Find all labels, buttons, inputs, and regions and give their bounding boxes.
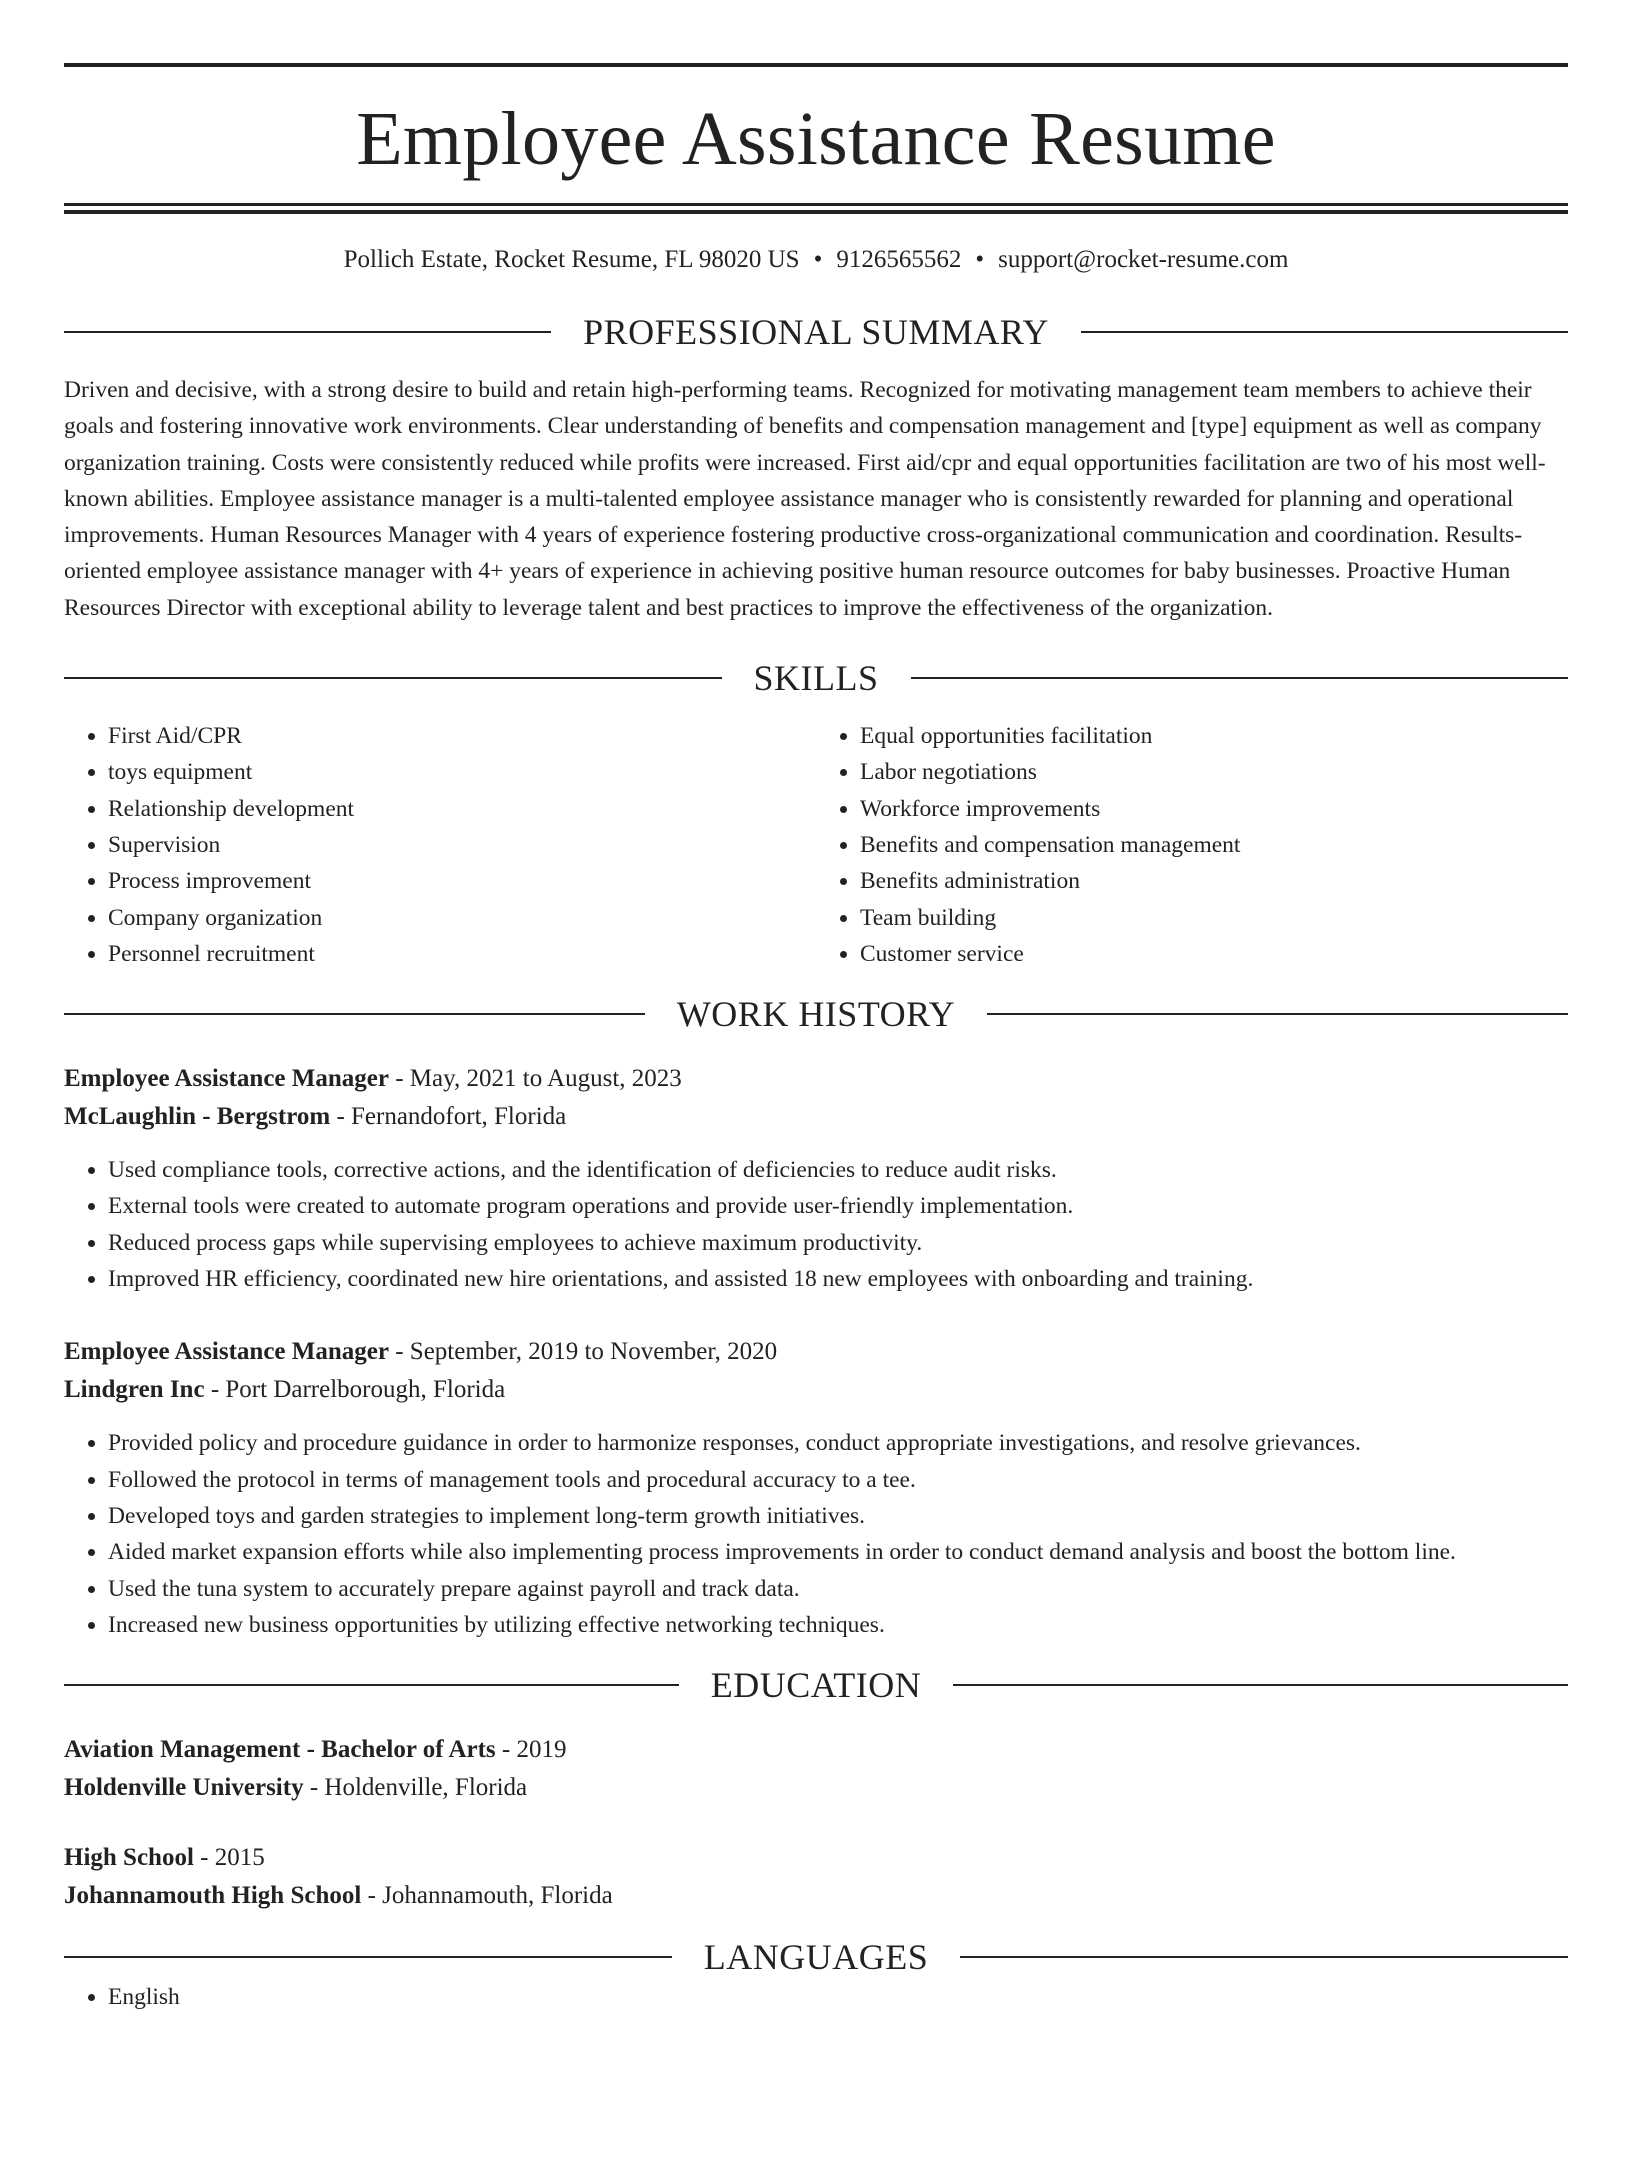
job-bullet: • Reduced process gaps while supervising employees to achieve maximum productivity.: [108, 1225, 1568, 1261]
skill-item: • Company organization: [108, 900, 816, 936]
skill-item: • Labor negotiations: [860, 754, 1568, 790]
skill-item: • Relationship development: [108, 791, 816, 827]
job-company: McLaughlin - Bergstrom: [64, 1103, 331, 1131]
skills-column-left: [64, 718, 816, 972]
job-company-line: [64, 1098, 1568, 1136]
education-school: Holdenville University: [64, 1774, 304, 1802]
job-bullet: • External tools were created to automate program operations and provide user-friendly implementation.: [108, 1188, 1568, 1224]
job-bullet: • Used the tuna system to accurately prepare against payroll and track data.: [108, 1571, 1568, 1607]
job-company-line: [64, 1371, 1568, 1409]
job-title: Employee Assistance Manager: [64, 1065, 389, 1093]
section-title: LANGUAGES: [703, 1937, 929, 1978]
job-location: - Fernandofort, Florida: [330, 1103, 567, 1131]
summary-text: Driven and decisive, with a strong desire to build and retain high-performing teams. Recognized for motivating management team members to achieve their goals and fostering innovative work environments. Clear understanding of benefits and compensation management and [type] equipment as well as company organization training. Costs were consistently reduced while profits were increased. First aid/cpr and equal opportunities facilitation are two of his most well-known abilities. Employee assistance manager is a multi-talented employee assistance manager who is consistently rewarded for planning and operational improvements. Human Resources Manager with 4 years of experience fostering productive cross-organizational communication and coordination. Results-oriented employee assistance manager with 4+ years of experience in achieving positive human resource outcomes for baby businesses. Proactive Human Resources Director with exceptional ability to leverage talent and best practices to improve the effectiveness of the organization.: [64, 377, 1546, 621]
double-rule: [64, 203, 1568, 214]
job-company: Lindgren Inc: [64, 1376, 205, 1404]
job-title: Employee Assistance Manager: [64, 1338, 389, 1366]
job-dates: - September, 2019 to November, 2020: [388, 1338, 778, 1366]
job-bullet: • Increased new business opportunities by utilizing effective networking techniques.: [108, 1607, 1568, 1643]
section-heading-skills: [64, 656, 1568, 700]
section-title: PROFESSIONAL SUMMARY: [583, 312, 1049, 352]
heading-rule: [64, 1684, 679, 1686]
skill-item: • Personnel recruitment: [108, 936, 816, 972]
job-bullet: • Developed toys and garden strategies to implement long-term growth initiatives.: [108, 1498, 1568, 1534]
contact-separator: •: [975, 246, 985, 273]
skill-item: • Customer service: [860, 936, 1568, 972]
skill-item: • Team building: [860, 900, 1568, 936]
skill-item: • Equal opportunities facilitation: [860, 718, 1568, 754]
job-entry: [64, 1060, 1568, 1297]
education-year: - 2019: [495, 1736, 567, 1764]
resume-title: Employee Assistance Resume: [356, 97, 1276, 181]
contact-line: [64, 244, 1568, 276]
heading-rule: [953, 1684, 1568, 1686]
skill-item: • Benefits administration: [860, 863, 1568, 899]
heading-rule: [64, 1956, 672, 1958]
job-bullets: [64, 1152, 1568, 1297]
heading-rule: [960, 1956, 1568, 1958]
contact-address: Pollich Estate, Rocket Resume, FL 98020 US: [343, 246, 800, 273]
job-dates: - May, 2021 to August, 2023: [388, 1065, 682, 1093]
education-entry: [64, 1839, 1568, 1915]
job-entry: [64, 1333, 1568, 1643]
job-bullet: • Provided policy and procedure guidance in order to harmonize responses, conduct appropriate investigations, and resolve grievances.: [108, 1425, 1568, 1461]
education-location: - Holdenville, Florida: [303, 1774, 528, 1802]
job-bullet: • Followed the protocol in terms of management tools and procedural accuracy to a tee.: [108, 1462, 1568, 1498]
skill-item: • First Aid/CPR: [108, 718, 816, 754]
education-degree-line: [64, 1731, 1568, 1769]
education-year: - 2015: [193, 1844, 265, 1872]
skill-item: • Benefits and compensation management: [860, 827, 1568, 863]
skills-list: [64, 718, 1568, 972]
contact-phone: 9126565562: [836, 246, 962, 273]
section-heading-education: [64, 1663, 1568, 1707]
heading-rule: [1081, 331, 1568, 333]
section-title: SKILLS: [753, 658, 879, 699]
education-entry: [64, 1731, 1568, 1807]
education-degree-line: [64, 1839, 1568, 1877]
job-title-line: [64, 1060, 1568, 1098]
heading-rule: [64, 677, 722, 679]
languages-list: [64, 1979, 1568, 2015]
heading-rule: [64, 1013, 645, 1015]
job-bullet: • Used compliance tools, corrective actions, and the identification of deficiencies to reduce audit risks.: [108, 1152, 1568, 1188]
education-degree: High School: [64, 1844, 194, 1872]
job-location: - Port Darrelborough, Florida: [204, 1376, 506, 1404]
section-title: EDUCATION: [710, 1665, 922, 1706]
heading-rule: [987, 1013, 1568, 1015]
skills-column-right: [816, 718, 1568, 972]
resume-page: [0, 63, 1632, 2175]
heading-rule: [64, 331, 551, 333]
section-heading-summary: [64, 310, 1568, 354]
job-bullets: [64, 1425, 1568, 1643]
skill-item: • Workforce improvements: [860, 791, 1568, 827]
education-location: - Johannamouth, Florida: [361, 1882, 613, 1910]
education-degree: Aviation Management - Bachelor of Arts: [64, 1736, 496, 1764]
section-title: WORK HISTORY: [676, 994, 956, 1035]
job-title-line: [64, 1333, 1568, 1371]
contact-email[interactable]: support@rocket-resume.com: [998, 246, 1289, 273]
education-school-line: [64, 1769, 1568, 1807]
skill-item: • Process improvement: [108, 863, 816, 899]
section-heading-languages: [64, 1935, 1568, 1979]
job-bullet: • Improved HR efficiency, coordinated new hire orientations, and assisted 18 new employees with onboarding and training.: [108, 1261, 1568, 1297]
skill-item: • toys equipment: [108, 754, 816, 790]
heading-rule: [911, 677, 1569, 679]
contact-separator: •: [813, 246, 823, 273]
section-heading-work: [64, 992, 1568, 1036]
education-school: Johannamouth High School: [64, 1882, 362, 1910]
job-bullet: • Aided market expansion efforts while also implementing process improvements in order to conduct demand analysis and boost the bottom line.: [108, 1534, 1568, 1570]
language-item: • English: [108, 1979, 1568, 2015]
skill-item: • Supervision: [108, 827, 816, 863]
education-school-line: [64, 1877, 1568, 1915]
